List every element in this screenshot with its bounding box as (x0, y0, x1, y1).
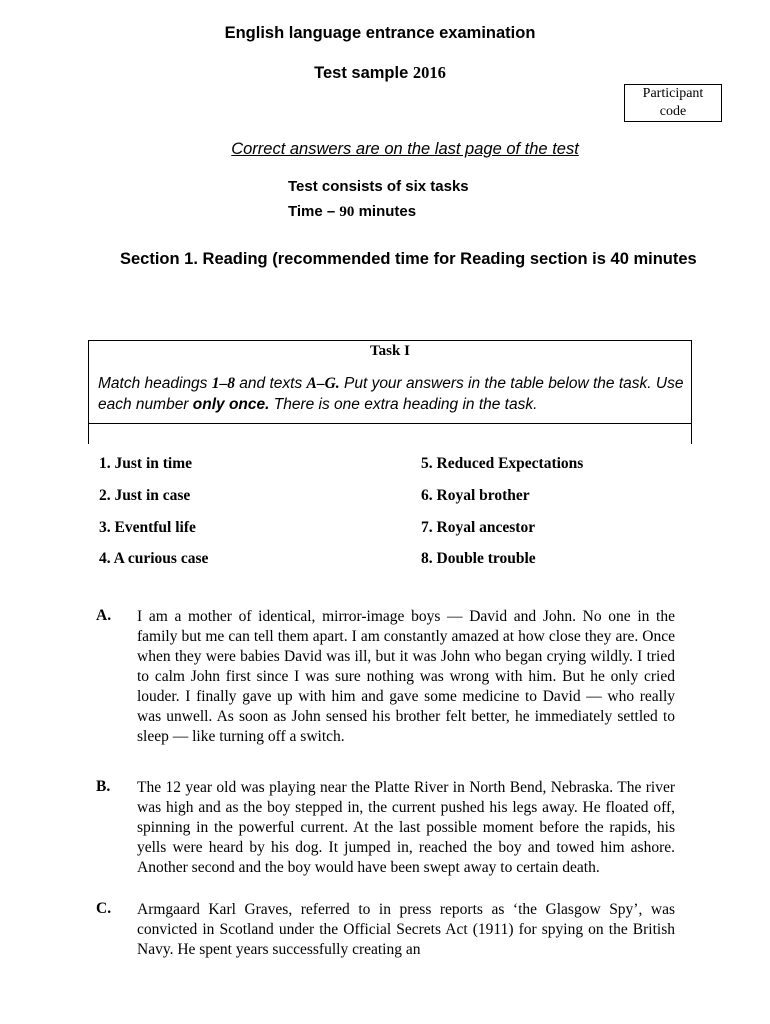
heading-item: 1. Just in time (99, 455, 192, 472)
test-sample-year: 2016 (412, 63, 446, 82)
participant-code-label: Participant (642, 86, 704, 101)
paragraph-letter: B. (96, 778, 111, 795)
instr-part-d: There is one extra heading in the task. (269, 396, 538, 413)
paragraph-text: The 12 year old was playing near the Platte River in North Bend, Nebraska. The river was high and as the boy stepped in, the current pushed his legs away. He floated off, spinning in the powerful current. At the last possible moment before the rapids, his yells were heard by his dog. It jumped in, reached the boy and towed him ashore. Another second and the boy would have been swept away to certain death. (137, 779, 675, 876)
instr-part-a: Match headings (98, 375, 212, 392)
paragraph-letter: A. (96, 607, 112, 624)
task-title: Task I (370, 343, 410, 359)
instr-part-b: and texts (235, 375, 307, 392)
participant-code-sublabel: code (659, 104, 687, 119)
instr-emphasis: only once. (192, 396, 270, 413)
heading-item: 8. Double trouble (421, 550, 536, 567)
time-unit: minutes (354, 203, 417, 220)
task-instructions (98, 373, 688, 415)
heading-item: 4. A curious case (99, 550, 209, 567)
heading-item: 5. Reduced Expectations (421, 455, 584, 472)
instr-heading-range: 1–8 (211, 375, 235, 392)
paragraph-letter: C. (96, 900, 112, 917)
heading-item: 6. Royal brother (421, 487, 530, 504)
test-sample-line (0, 63, 760, 83)
time-limit (288, 203, 416, 221)
heading-item: 2. Just in case (99, 487, 191, 504)
instr-part-c: Put your answers in the table below the task. Use each number (98, 375, 684, 413)
heading-item: 3. Eventful life (99, 519, 196, 536)
task-box-extension (88, 423, 692, 444)
paragraph-text: Armgaard Karl Graves, referred to in press reports as ‘the Glasgow Spy’, was convicted in Scotland under the Official Secrets Act (1911) for spying on the British Navy. He spent years successfully creating an (137, 901, 675, 958)
heading-item: 7. Royal ancestor (421, 519, 536, 536)
instr-text-range: A–G. (306, 375, 340, 392)
paragraph-text: I am a mother of identical, mirror-image boys — David and John. No one in the family but me can tell them apart. I am constantly amazed at how close they are. Once when they were babies David was ill, but it was John who began crying wildly. I tried to calm John first since I was sure nothing was wrong with him. But he only cried louder. I finally gave up with him and gave some medicine to David — who really was unwell. As soon as John sensed his brother felt better, he immediately settled to sleep — like turning off a switch. (137, 608, 675, 745)
answers-note: Correct answers are on the last page of the test (231, 140, 579, 158)
section-title: Section 1. Reading (recommended time for Reading section is 40 minutes (120, 250, 697, 268)
test-sample-label: Test sample (314, 64, 413, 82)
time-label: Time – (288, 203, 340, 220)
task-box (88, 340, 692, 424)
time-value: 90 (339, 204, 355, 220)
tasks-count: Test consists of six tasks (288, 178, 469, 195)
participant-code-box (624, 84, 722, 122)
exam-title: English language entrance examination (224, 24, 536, 42)
